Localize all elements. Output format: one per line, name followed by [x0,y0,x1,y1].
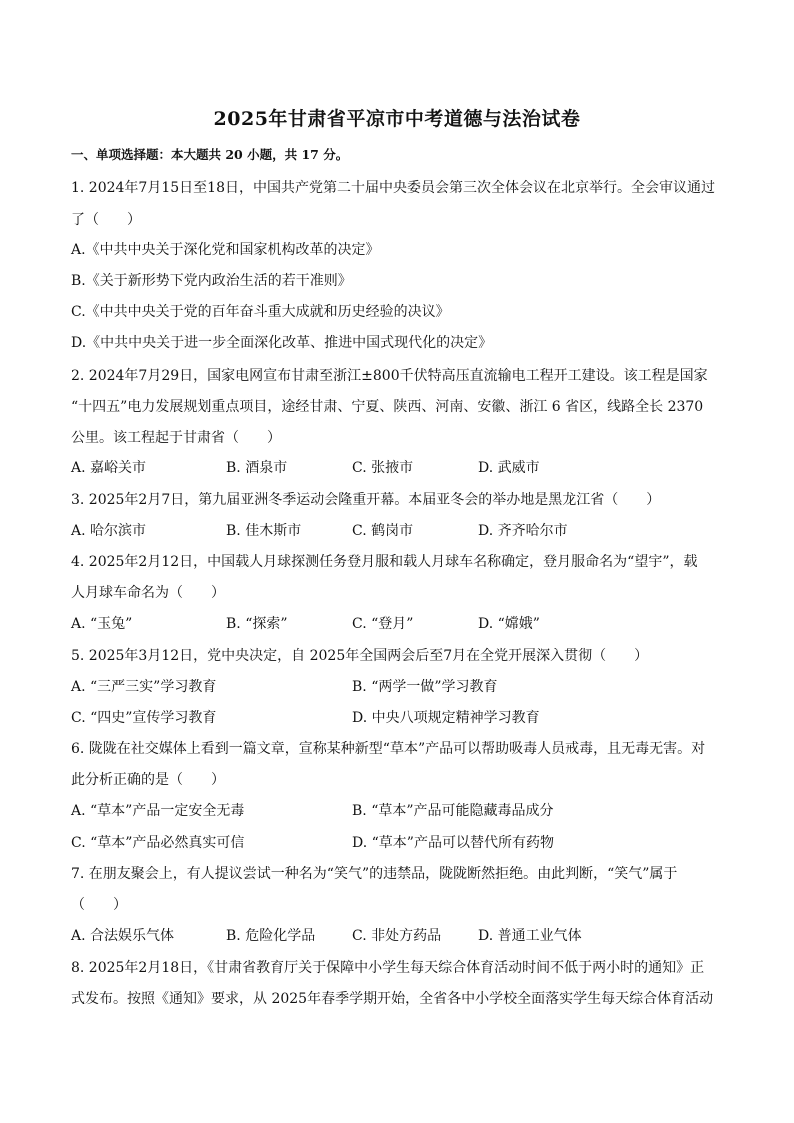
q7-stem-line-1: 7. 在朋友聚会上，有人提议尝试一种名为“笑气”的违禁品，陇陇断然拒绝。由此判断，“笑气”属于 [71,866,678,882]
q4-option-a: A. “玉兔” [71,616,133,632]
q1-option-a: A.《中共中央关于深化党和国家机构改革的决定》 [71,242,380,258]
q2-option-b: B. 酒泉市 [226,460,288,476]
q6-stem-line-2: 此分析正确的是（ ） [71,772,225,788]
q4-option-b: B. “探索” [226,616,288,632]
page-title: 2025年甘肃省平凉市中考道德与法治试卷 [213,108,581,130]
q7-option-b: B. 危险化学品 [226,928,316,944]
q7-option-c: C. 非处方药品 [352,928,442,944]
q4-stem-line-1: 4. 2025年2月12日，中国载人月球探测任务登月服和载人月球车名称确定，登月服命名为“望宇”，载 [71,554,698,570]
q2-option-c: C. 张掖市 [352,460,414,476]
q4-option-c: C. “登月” [352,616,414,632]
q8-stem-line-2: 式发布。按照《通知》要求，从 2025年春季学期开始，全省各中小学校全面落实学生每天综合体育活动 [71,991,714,1007]
q2-stem-line-3: 公里。该工程起于甘肃省（ ） [71,430,281,446]
q6-stem-line-1: 6. 陇陇在社交媒体上看到一篇文章，宣称某种新型“草本”产品可以帮助吸毒人员戒毒，且无毒无害。对 [71,741,706,757]
q2-stem-line-2: “十四五”电力发展规划重点项目，途经甘肃、宁夏、陕西、河南、安徽、浙江 6 省区，线路全长 2370 [71,399,704,415]
q6-option-c: C. “草本”产品必然真实可信 [71,835,245,851]
q6-option-d: D. “草本”产品可以替代所有药物 [352,835,554,851]
q2-option-a: A. 嘉峪关市 [71,460,147,476]
q7-option-d: D. 普通工业气体 [478,928,582,944]
q3-option-a: A. 哈尔滨市 [71,523,147,539]
q3-option-d: D. 齐齐哈尔市 [478,523,568,539]
q5-option-b: B. “两学一做”学习教育 [352,679,498,695]
q2-stem-line-1: 2. 2024年7月29日，国家电网宣布甘肃至浙江±800千伏特高压直流输电工程开工建设。该工程是国家 [71,368,708,384]
q1-stem-line-1: 1. 2024年7月15日至18日，中国共产党第二十届中央委员会第三次全体会议在北京举行。全会审议通过 [71,180,715,196]
q8-stem-line-1: 8. 2025年2月18日，《甘肃省教育厅关于保障中小学生每天综合体育活动时间不低于两小时的通知》正 [71,960,705,976]
q5-option-d: D. 中央八项规定精神学习教育 [352,710,540,726]
q5-stem-line-1: 5. 2025年3月12日，党中央决定，自 2025年全国两会后至7月在全党开展深入贯彻（ ） [71,648,649,664]
q4-option-d: D. “嫦娥” [478,616,540,632]
q7-option-a: A. 合法娱乐气体 [71,928,175,944]
q1-option-d: D.《中共中央关于进一步全面深化改革、推进中国式现代化的决定》 [71,335,493,351]
q1-option-c: C.《中共中央关于党的百年奋斗重大成就和历史经验的决议》 [71,304,450,320]
q5-option-c: C. “四史”宣传学习教育 [71,710,217,726]
q2-option-d: D. 武威市 [478,460,540,476]
section-heading: 一、单项选择题：本大题共 20 小题，共 17 分。 [71,147,349,162]
q3-option-b: B. 佳木斯市 [226,523,302,539]
q5-option-a: A. “三严三实”学习教育 [71,679,217,695]
q6-option-a: A. “草本”产品一定安全无毒 [71,803,245,819]
q6-option-b: B. “草本”产品可能隐藏毒品成分 [352,803,554,819]
q7-stem-line-2: （ ） [71,897,127,913]
q1-stem-line-2: 了（ ） [71,212,141,228]
q3-stem-line-1: 3. 2025年2月7日，第九届亚洲冬季运动会隆重开幕。本届亚冬会的举办地是黑龙江省（ ） [71,492,661,508]
q4-stem-line-2: 人月球车命名为（ ） [71,585,225,601]
q3-option-c: C. 鹤岗市 [352,523,414,539]
q1-option-b: B.《关于新形势下党内政治生活的若干准则》 [71,273,352,289]
